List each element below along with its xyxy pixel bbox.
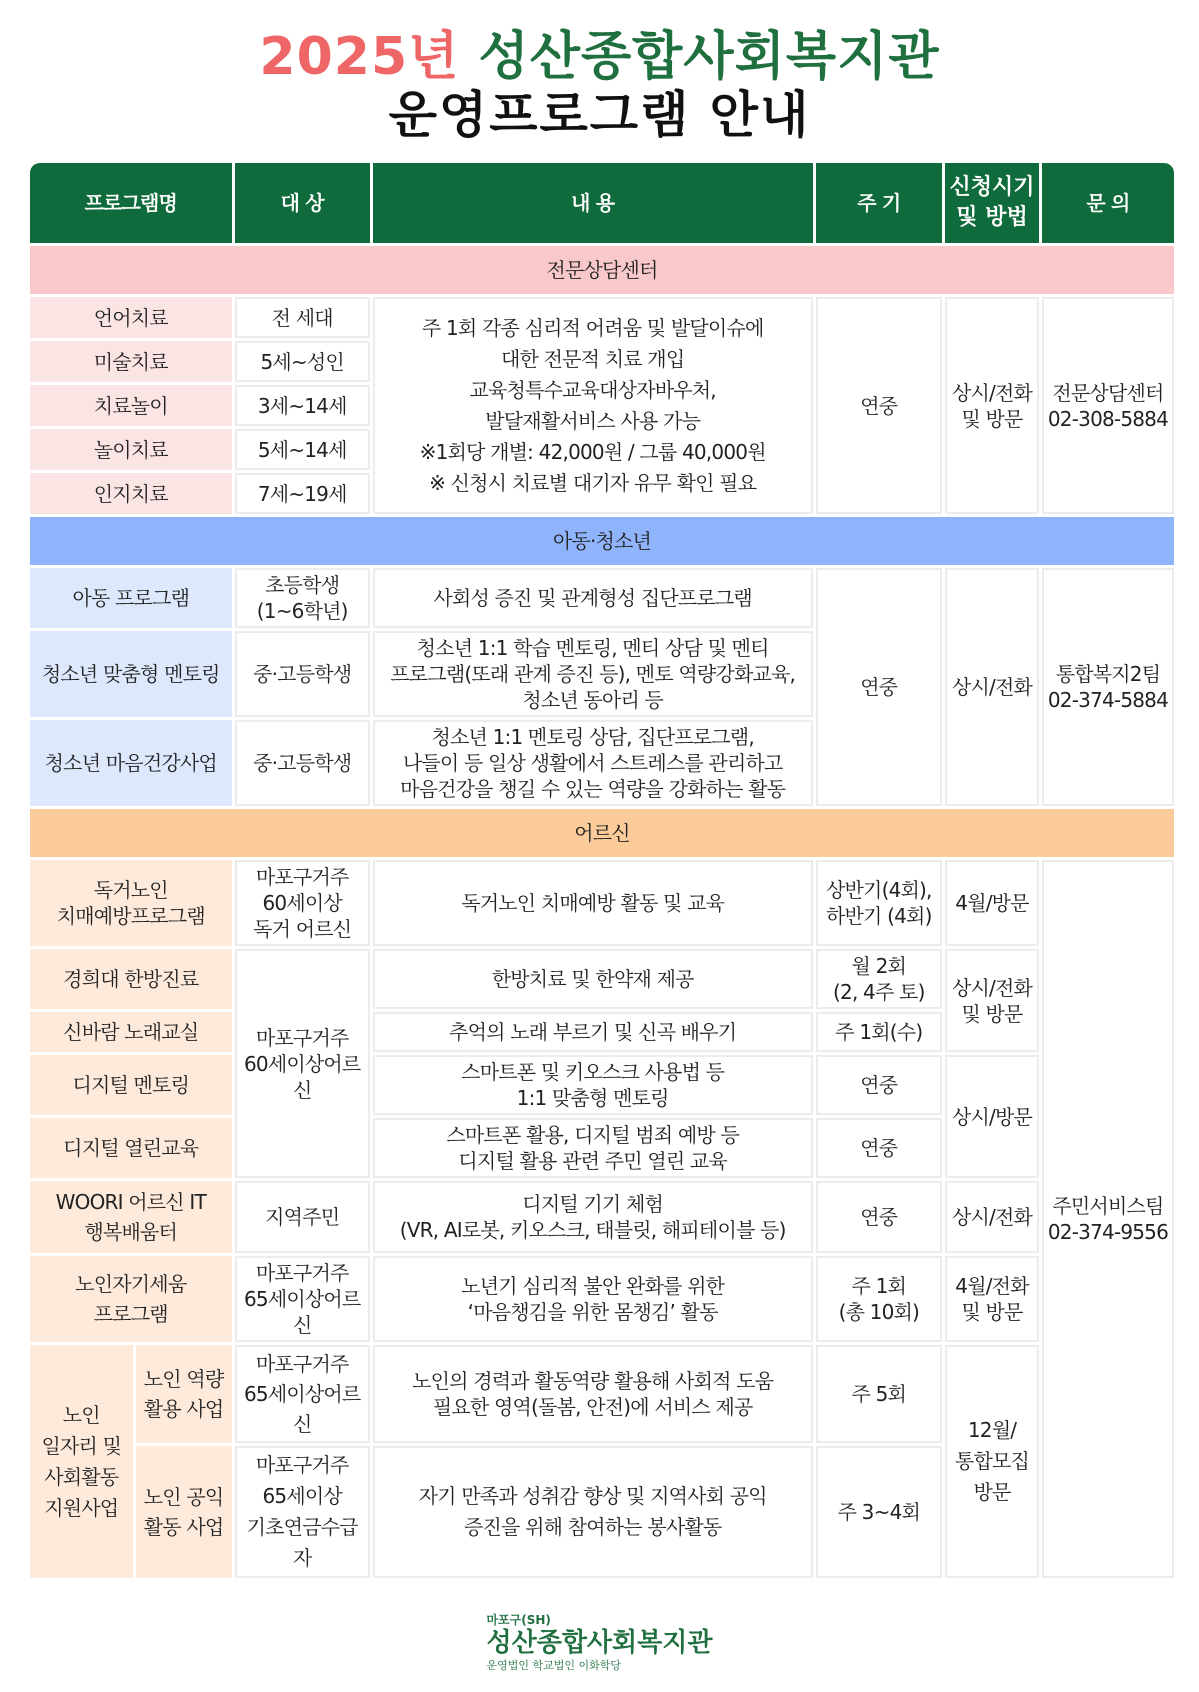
program-name: 디지털 멘토링 [30,1055,232,1115]
program-content: 한방치료 및 한약재 제공 [373,949,813,1009]
program-cycle: 연중 [816,297,943,514]
program-cycle: 주 1회 (총 10회) [816,1256,943,1342]
program-target: 지역주민 [235,1181,370,1253]
program-target: 3세~14세 [235,385,370,426]
section-counseling: 전문상담센터 [30,246,1174,294]
program-name: 디지털 열린교육 [30,1118,232,1178]
program-content: 주 1회 각종 심리적 어려움 및 발달이슈에 대한 전문적 치료 개입 교육청특수교육대상자바우처, 발달재활서비스 사용 가능 ※1회당 개별: 42,000원 / 그룹 40,000원 ※ 신청시 치료별 대기자 유무 확인 필요 [373,297,813,514]
program-name: 치료놀이 [30,385,232,426]
program-content: 스마트폰 및 키오스크 사용법 등 1:1 맞춤형 멘토링 [373,1055,813,1115]
program-target: 5세~14세 [235,429,370,470]
program-cycle: 월 2회 (2, 4주 토) [816,949,943,1009]
program-subname: 노인 공익 활동 사업 [136,1446,232,1578]
program-name: 노인자기세움 프로그램 [30,1256,232,1342]
program-contact: 전문상담센터 02-308-5884 [1042,297,1174,514]
footer-small: 마포구(SH) [486,1613,551,1627]
program-apply: 상시/전화 [945,568,1039,806]
title-year: 2025년 [259,27,460,87]
footer-logo [0,1613,1199,1673]
program-content: 노년기 심리적 불안 완화를 위한 ‘마음챙김을 위한 몸챙김’ 활동 [373,1256,813,1342]
program-name: WOORI 어르신 IT 행복배움터 [30,1181,232,1253]
table-row [30,1055,1174,1115]
program-cycle: 주 3~4회 [816,1446,943,1578]
program-apply: 12월/ 통합모집 방문 [945,1345,1039,1578]
program-target: 마포구거주 65세이상 기초연금수급자 [235,1446,370,1578]
header-content: 내 용 [373,163,813,243]
header-apply: 신청시기 및 방법 [945,163,1039,243]
table-row [30,297,1174,338]
program-cycle: 주 1회(수) [816,1012,943,1052]
program-target: 마포구거주 65세이상어르신 [235,1256,370,1342]
page-title [0,26,1199,88]
header-program: 프로그램명 [30,163,232,243]
table-row [30,1256,1174,1342]
section-seniors: 어르신 [30,809,1174,857]
program-target: 7세~19세 [235,473,370,514]
header-contact: 문 의 [1042,163,1174,243]
program-content: 청소년 1:1 학습 멘토링, 멘티 상담 및 멘티 프로그램(또래 관계 증진 등), 멘토 역량강화교육, 청소년 동아리 등 [373,631,813,717]
program-name: 경희대 한방진료 [30,949,232,1009]
program-target: 초등학생 (1~6학년) [235,568,370,628]
table-header-row [30,163,1174,243]
program-content: 스마트폰 활용, 디지털 범죄 예방 등 디지털 활용 관련 주민 열린 교육 [373,1118,813,1178]
program-target: 마포구거주 60세이상 독거 어르신 [235,860,370,946]
table-row [30,949,1174,1009]
program-name: 신바람 노래교실 [30,1012,232,1052]
program-target: 마포구거주 65세이상어르신 [235,1345,370,1443]
program-apply: 상시/전화 및 방문 [945,949,1039,1052]
footer-operator: 운영법인 학교법인 이화학당 [486,1659,621,1672]
program-cycle: 연중 [816,1118,943,1178]
program-content: 자기 만족과 성취감 향상 및 지역사회 공익 증진을 위해 참여하는 봉사활동 [373,1446,813,1578]
program-name: 아동 프로그램 [30,568,232,628]
program-content: 독거노인 치매예방 활동 및 교육 [373,860,813,946]
program-apply: 4월/전화 및 방문 [945,1256,1039,1342]
program-apply: 상시/전화 및 방문 [945,297,1039,514]
program-name: 독거노인 치매예방프로그램 [30,860,232,946]
program-content: 청소년 1:1 멘토링 상담, 집단프로그램, 나들이 등 일상 생활에서 스트레스를 관리하고 마음건강을 챙길 수 있는 역량을 강화하는 활동 [373,720,813,806]
program-apply: 상시/방문 [945,1055,1039,1178]
table-row [30,860,1174,946]
program-name: 청소년 맞춤형 멘토링 [30,631,232,717]
program-apply: 상시/전화 [945,1181,1039,1253]
program-content: 추억의 노래 부르기 및 신곡 배우기 [373,1012,813,1052]
program-subname: 노인 역량 활용 사업 [136,1345,232,1443]
table-row [30,1345,1174,1443]
table-row [30,568,1174,628]
program-target: 중·고등학생 [235,720,370,806]
program-content: 사회성 증진 및 관계형성 집단프로그램 [373,568,813,628]
program-table [27,160,1177,1581]
program-cycle: 상반기(4회), 하반기 (4회) [816,860,943,946]
title-org: 성산종합사회복지관 [478,27,940,87]
program-target: 중·고등학생 [235,631,370,717]
program-apply: 4월/방문 [945,860,1039,946]
program-name: 놀이치료 [30,429,232,470]
program-name: 인지치료 [30,473,232,514]
program-target: 전 세대 [235,297,370,338]
program-cycle: 연중 [816,1055,943,1115]
program-cycle: 연중 [816,568,943,806]
program-cycle: 주 5회 [816,1345,943,1443]
program-group-name: 노인 일자리 및 사회활동 지원사업 [30,1345,133,1578]
program-contact: 통합복지2팀 02-374-5884 [1042,568,1174,806]
footer-org-name: 성산종합사회복지관 [486,1628,713,1658]
program-name: 청소년 마음건강사업 [30,720,232,806]
program-name: 미술치료 [30,341,232,382]
section-youth: 아동·청소년 [30,517,1174,565]
program-target: 마포구거주 60세이상어르신 [235,949,370,1178]
page-subtitle: 운영프로그램 안내 [388,86,811,144]
program-name: 언어치료 [30,297,232,338]
program-target: 5세~성인 [235,341,370,382]
program-content: 노인의 경력과 활동역량 활용해 사회적 도움 필요한 영역(돌봄, 안전)에 서비스 제공 [373,1345,813,1443]
program-contact: 주민서비스팀 02-374-9556 [1042,860,1174,1578]
program-cycle: 연중 [816,1181,943,1253]
header-target: 대 상 [235,163,370,243]
header-cycle: 주 기 [816,163,943,243]
table-row [30,1181,1174,1253]
program-content: 디지털 기기 체험 (VR, AI로봇, 키오스크, 태블릿, 해피테이블 등) [373,1181,813,1253]
